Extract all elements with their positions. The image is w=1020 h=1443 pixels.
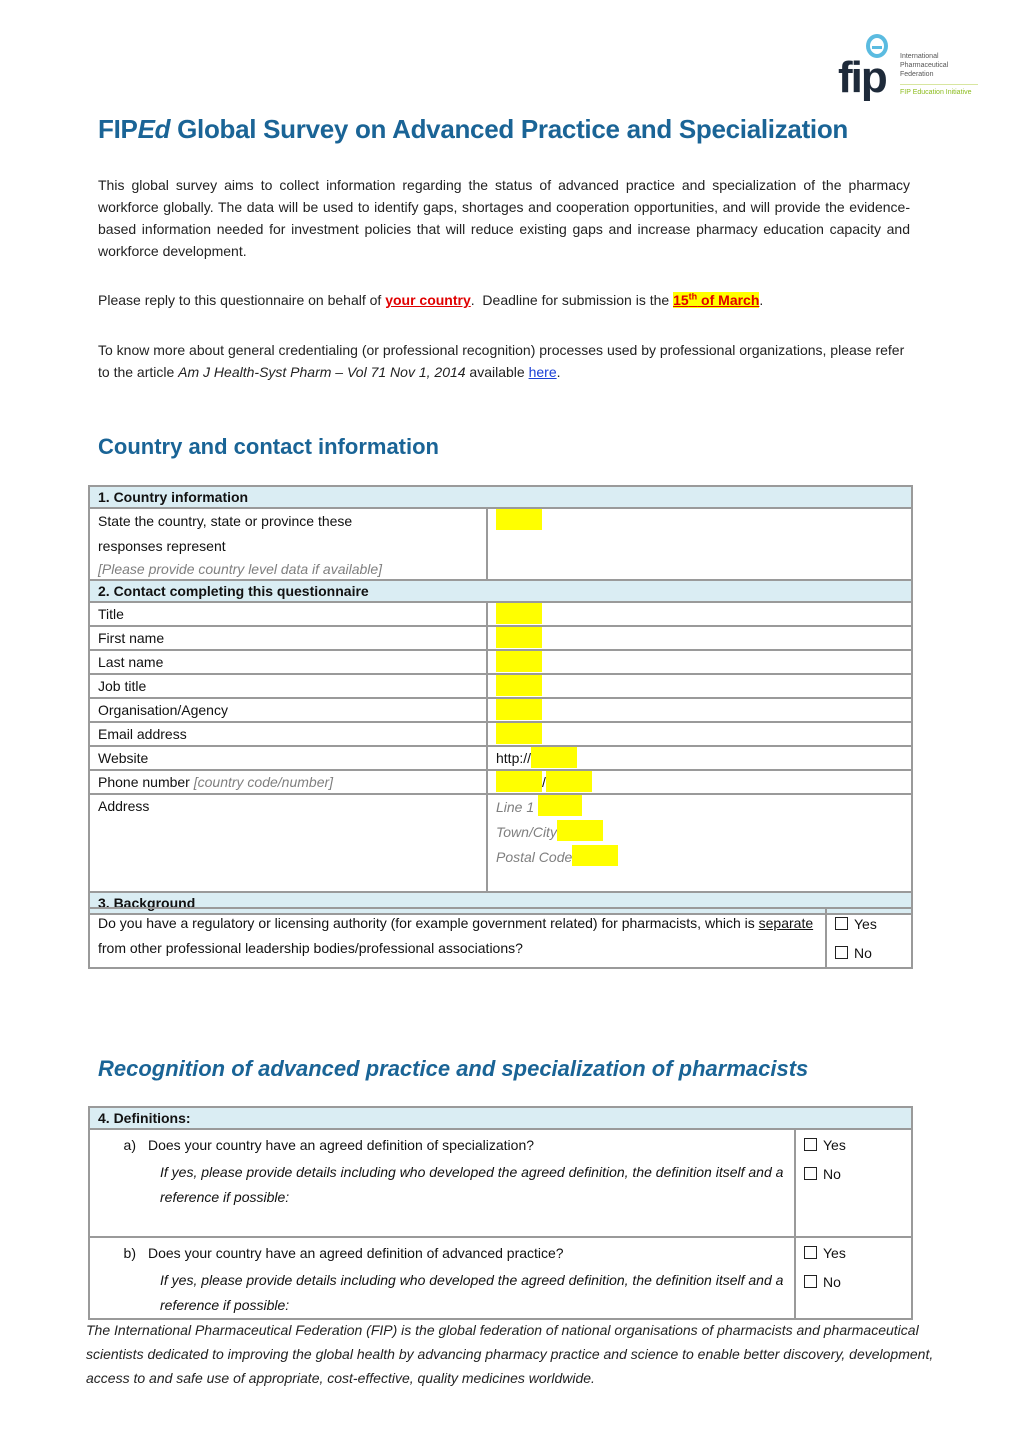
logo-initiative: FIP Education Initiative [900, 89, 972, 96]
checkbox-icon[interactable] [804, 1246, 817, 1259]
checkbox-icon[interactable] [835, 946, 848, 959]
contact-row-title: Title [89, 602, 912, 626]
definition-row-b: b) Does your country have an agreed definition of advanced practice? If yes, please provide details including who developed the agreed definition, the definition itself and a reference if possible: Yes No [89, 1237, 912, 1319]
section-title-recognition: Recognition of advanced practice and specialization of pharmacists [98, 1056, 809, 1081]
footer-text: The International Pharmaceutical Federation (FIP) is the global federation of national organisations of pharmacists and pharmaceutical scientists dedicated to improving the global health by advancing pharmacy practice and science to enable better discovery, development, access to and safe use of appropriate, cost-effective, quality medicines worldwide. [86, 1322, 934, 1386]
definition-a-no-option[interactable]: No [804, 1159, 903, 1188]
checkbox-icon[interactable] [835, 917, 848, 930]
contact-row-website: Website http:// [89, 746, 912, 770]
email-input[interactable] [496, 723, 542, 744]
country-info-header: 1. Country information [89, 486, 912, 508]
page-title: FIPEd Global Survey on Advanced Practice and Specialization [98, 114, 849, 144]
checkbox-icon[interactable] [804, 1167, 817, 1180]
address-line1-input[interactable] [538, 795, 582, 816]
article-citation: Am J Health-Syst Pharm – Vol 71 Nov 1, 2014 [178, 364, 466, 380]
checkbox-icon[interactable] [804, 1138, 817, 1151]
country-contact-table [88, 485, 913, 915]
deadline-date: 15th of March [673, 291, 760, 308]
definitions-header: 4. Definitions: [89, 1107, 912, 1129]
background-no-option[interactable]: No [835, 938, 903, 967]
contact-row-job-title: Job title [89, 674, 912, 698]
website-input[interactable] [531, 747, 577, 768]
background-table [88, 907, 913, 969]
here-link[interactable]: here [528, 364, 557, 380]
logo-org-name: International Pharmaceutical Federation [900, 53, 949, 78]
logo-mark: fip [838, 53, 886, 102]
contact-row-organisation: Organisation/Agency [89, 698, 912, 722]
section-title-country-contact: Country and contact information [98, 434, 439, 459]
address-postal-input[interactable] [572, 845, 618, 866]
deadline-paragraph: Please reply to this questionnaire on behalf of your country. Deadline for submission is the 15th of March. [98, 291, 764, 308]
your-country-emphasis: your country [385, 292, 471, 308]
phone-country-code-input[interactable] [496, 771, 542, 792]
job-title-input[interactable] [496, 675, 542, 696]
background-question-row: Do you have a regulatory or licensing authority (for example government related) for pharmacists, which is separate from other professional leadership bodies/professional associations? Yes No [89, 908, 912, 968]
background-yes-option[interactable]: Yes [835, 909, 903, 938]
definitions-table [88, 1106, 913, 1320]
title-input[interactable] [496, 603, 542, 624]
contact-header: 2. Contact completing this questionnaire [89, 580, 912, 602]
last-name-input[interactable] [496, 651, 542, 672]
organisation-input[interactable] [496, 699, 542, 720]
fip-logo [836, 34, 986, 109]
first-name-input[interactable] [496, 627, 542, 648]
definition-b-no-option[interactable]: No [804, 1267, 903, 1296]
definition-row-a: a) Does your country have an agreed definition of specialization? If yes, please provide details including who developed the agreed definition, the definition itself and a reference if possible: Yes No [89, 1129, 912, 1237]
background-header: 3. Background [89, 892, 912, 914]
phone-number-input[interactable] [546, 771, 592, 792]
intro-paragraph: This global survey aims to collect information regarding the status of advanced practice and specialization of the pharmacy workforce globally. The data will be used to identify gaps, shortages and cooperation opportunities, and will provide the evidence-based information needed for investment policies that will reduce existing gaps and increase pharmacy education capacity and workforce development. [98, 177, 910, 259]
contact-row-first-name: First name [89, 626, 912, 650]
contact-row-last-name: Last name [89, 650, 912, 674]
definition-a-yes-option[interactable]: Yes [804, 1130, 903, 1159]
reference-paragraph: To know more about general credentialing (or professional recognition) processes used by professional organizations, please refer to the article Am J Health-Syst Pharm – Vol 71 Nov 1, 2014 available here. [98, 342, 905, 380]
address-town-input[interactable] [557, 820, 603, 841]
country-input[interactable] [496, 509, 542, 530]
contact-row-address: Address Line 1 Town/City Postal Code [89, 794, 912, 892]
definition-b-yes-option[interactable]: Yes [804, 1238, 903, 1267]
contact-row-email: Email address [89, 722, 912, 746]
country-row: State the country, state or province these responses represent [Please provide country level data if available] [89, 508, 912, 580]
logo-divider [900, 84, 978, 85]
checkbox-icon[interactable] [804, 1275, 817, 1288]
contact-row-phone: Phone number [country code/number] / [89, 770, 912, 794]
